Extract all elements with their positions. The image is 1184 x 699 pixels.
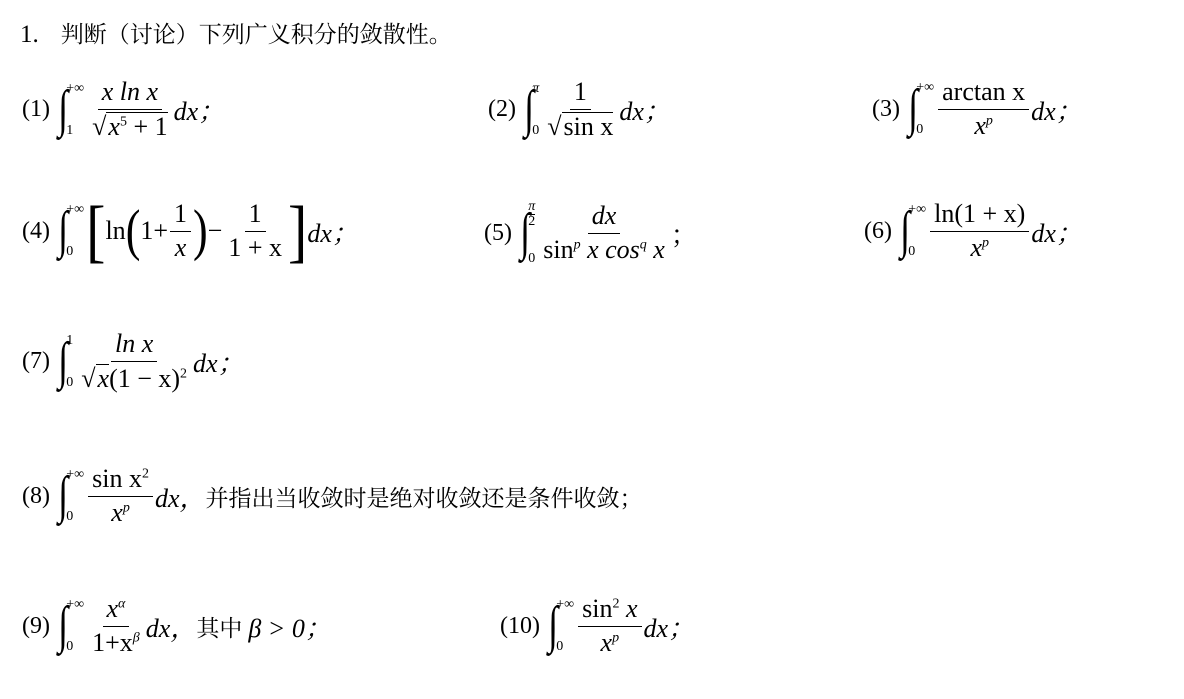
integral-sign: ∫ +∞ 0 <box>908 80 935 138</box>
integral-sign: ∫ +∞ 0 <box>548 597 575 655</box>
left-paren: ( <box>125 198 141 263</box>
condition: β > 0； <box>248 613 331 643</box>
integral-8 <box>22 465 643 527</box>
fraction: $\frac{x^\alpha}{1+x^\beta}$ <box>92 594 140 657</box>
integral-2 <box>488 78 670 141</box>
right-bracket: ] <box>288 191 308 270</box>
fraction: $\frac{1}{\text{√sin x}}$ <box>547 77 614 141</box>
integral-sign: ∫ +∞ 0 <box>900 202 927 260</box>
fraction: $\frac{\sin x^2}{x^p}$ <box>88 465 153 527</box>
tail: dx； <box>1031 218 1082 248</box>
item-label: (8) <box>22 482 50 509</box>
fraction: $\frac{1}{x}$ <box>170 200 191 262</box>
fraction: $\frac{1}{1 + x}$ <box>228 199 283 262</box>
problem-text: 判断（讨论）下列广义积分的敛散性。 <box>60 22 452 48</box>
integral-3 <box>872 78 1082 140</box>
tail: dx； <box>619 97 670 127</box>
fraction: $\frac{\text{x ln x}}{√x^5 + 1}$ <box>92 77 168 141</box>
tail: ； <box>670 220 697 250</box>
integral-sign: ∫ π 2 0 <box>520 199 536 266</box>
tail: dx； <box>1031 96 1082 126</box>
item-label: (3) <box>872 95 900 122</box>
integral-1 <box>22 78 224 141</box>
item-label: (4) <box>22 217 50 244</box>
left-bracket: [ <box>86 191 106 270</box>
note: 并指出当收敛时是绝对收敛还是条件收敛； <box>205 485 643 512</box>
integral-7 <box>22 330 244 393</box>
item-label: (6) <box>864 217 892 244</box>
one-plus: 1+ <box>140 216 169 246</box>
tail: dx； <box>193 349 244 379</box>
tail: dx， <box>145 613 197 643</box>
integral-sign: ∫ π 0 <box>524 80 540 138</box>
item-label: (10) <box>500 612 540 639</box>
item-label: (1) <box>22 96 50 123</box>
item-label: (5) <box>484 219 512 246</box>
tail: dx， <box>154 483 206 513</box>
fraction: $\frac{\text{arctan x}}{x^p}$ <box>938 78 1029 140</box>
right-paren: ) <box>193 198 208 263</box>
fraction: $\frac{\text{ln x}}{√x(1 - x)^2}$ <box>81 329 188 393</box>
tail: dx； <box>307 218 358 248</box>
integral-sign: ∫ +∞ 0 <box>58 467 85 525</box>
integral-sign: ∫ 1 0 <box>58 332 74 390</box>
minus: − <box>207 216 223 246</box>
item-label: (2) <box>488 96 516 123</box>
integral-sign: ∫ +∞ 0 <box>58 202 85 260</box>
fraction: $\frac{dx}{\sin^p x \cos^q x}$ <box>543 200 665 264</box>
fraction: $\frac{\sin^2 x}{x^p}$ <box>578 595 641 657</box>
integral-5 <box>484 200 697 266</box>
problem-title <box>20 16 452 49</box>
item-label: (9) <box>22 612 50 639</box>
problem-number: 1. <box>20 21 39 48</box>
note: 其中 <box>196 615 243 642</box>
integral-4 <box>22 191 358 270</box>
integral-sign: ∫ +∞ 0 <box>58 597 85 655</box>
integral-10 <box>500 595 694 657</box>
tail: dx； <box>643 613 695 643</box>
item-label: (7) <box>22 348 50 375</box>
tail: dx； <box>173 97 225 127</box>
integral-6 <box>864 200 1082 262</box>
fraction: $\frac{\ln(1 + x)}{x^p}$ <box>930 200 1029 262</box>
ln: ln <box>105 216 126 246</box>
integral-9 <box>22 595 331 657</box>
integral-sign: ∫ +∞ 1 <box>58 80 85 138</box>
